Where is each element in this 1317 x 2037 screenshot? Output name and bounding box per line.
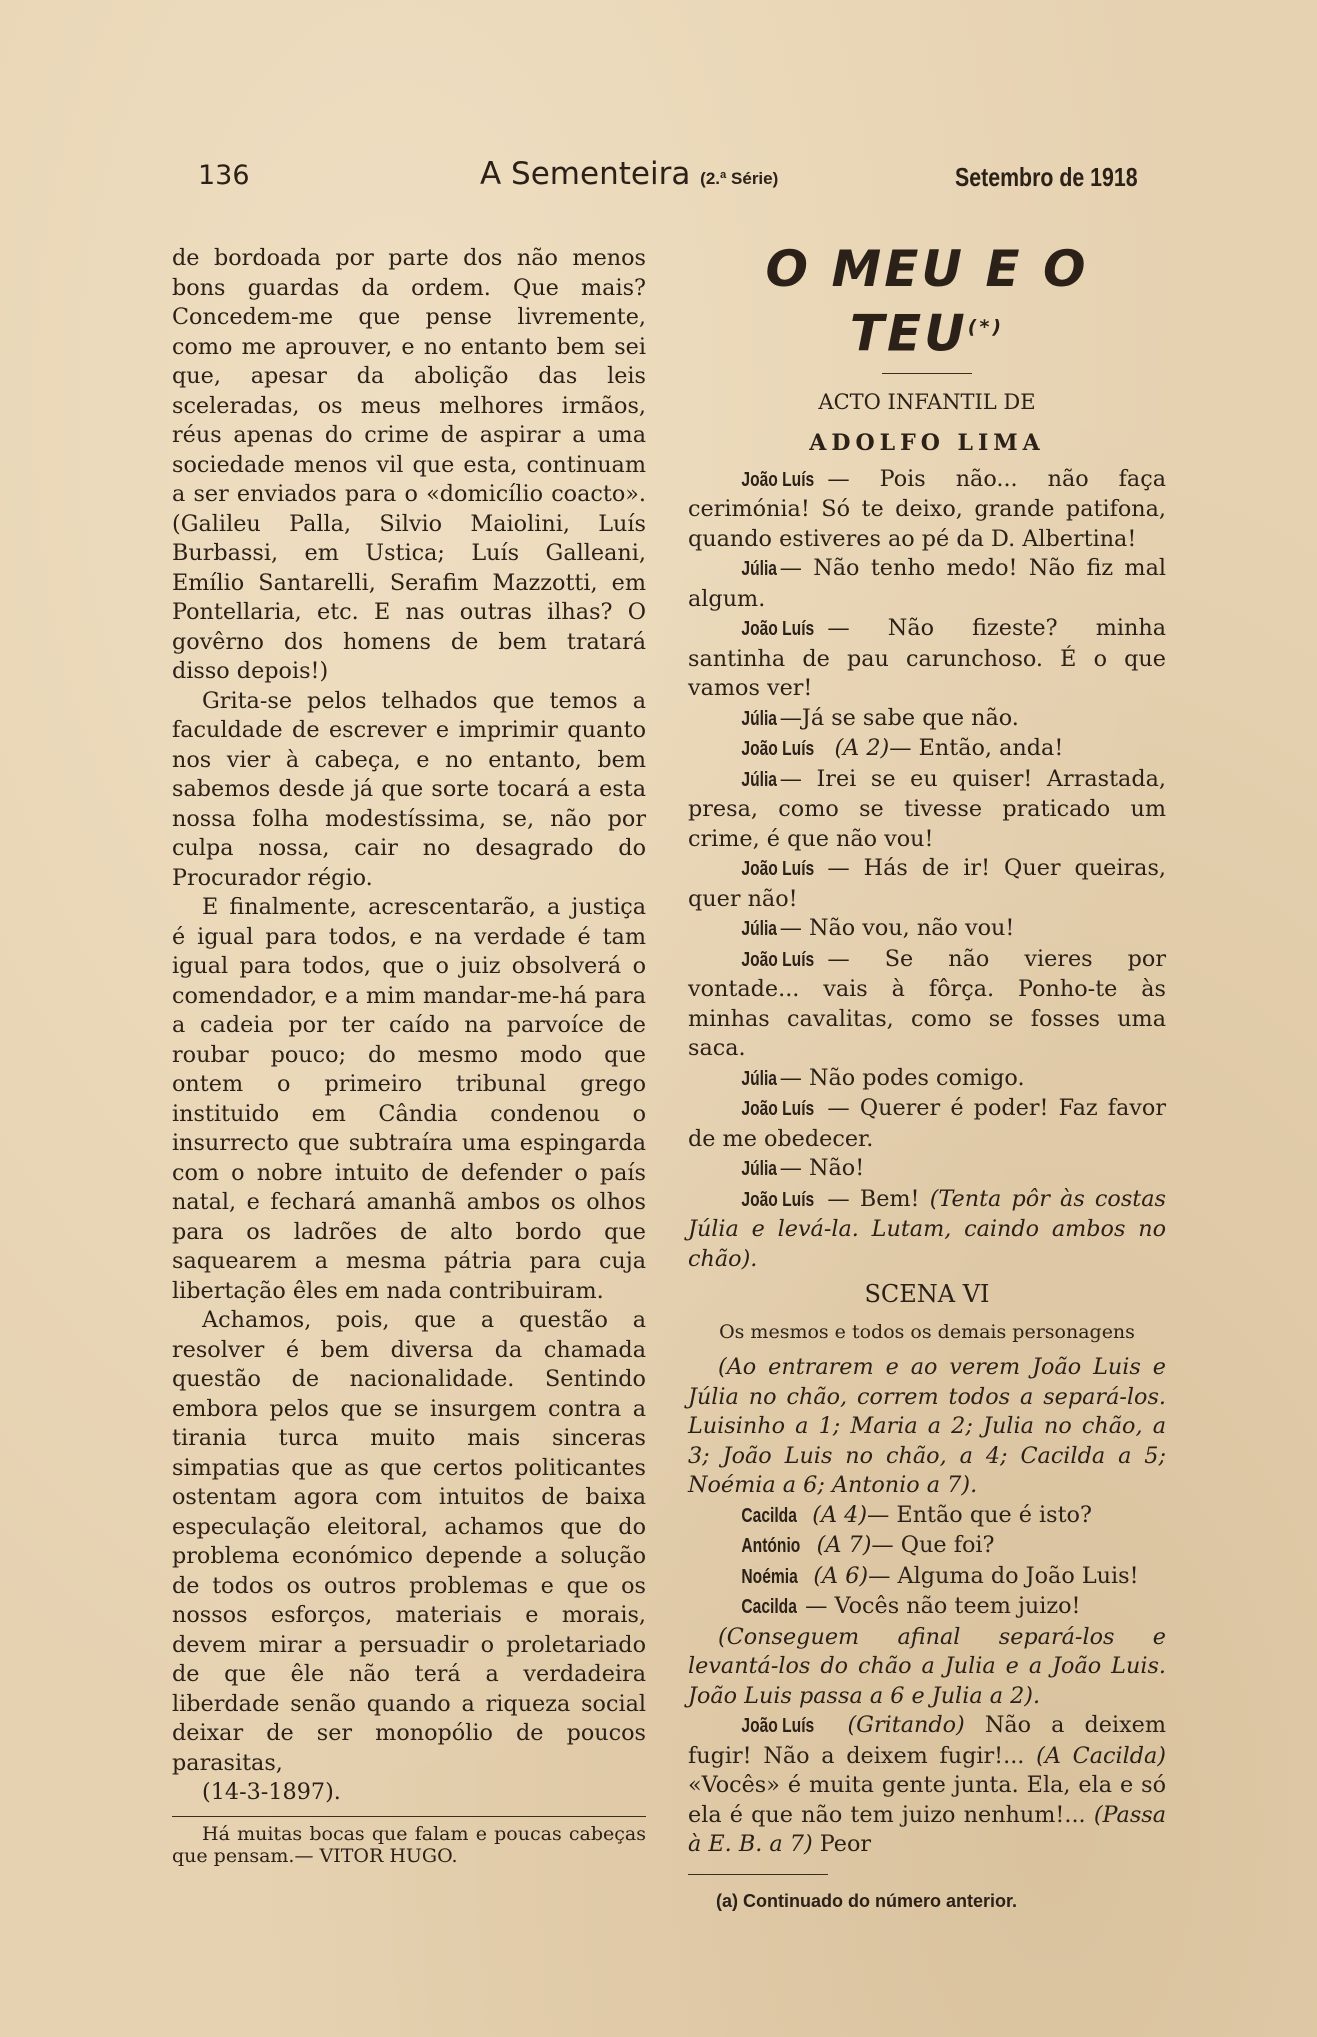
dialogue-line: António (A 7)— Que foi?	[688, 1531, 1166, 1562]
speaker-name: Júlia	[741, 707, 777, 730]
left-paragraph-3: E finalmente, acrescentarão, a justiça é igual para todos, e na verdade é tam igual para todos, que o juiz obsolverá o comendador, e a mim mandar-me-há para a cadeia por ter caído na parvoíce de roubar pouco; do mesmo modo que ontem o primeiro tribunal grego instituido em Cândia condenou o insurrecto que subtraíra uma espingarda com o nobre intuito de defender o país natal, e fechará amanhã ambos os olhos para os ladrões de alto bordo que saquearem a mesma pátria para cuja libertação êles em nada contribuiram.	[172, 894, 646, 1304]
dialogue-line: Cacilda (A 4)— Então que é isto?	[688, 1501, 1166, 1532]
note-divider	[172, 1816, 646, 1817]
left-paragraph-4: Achamos, pois, que a questão a resolver é bem diversa da chamada questão de nacionalidade. Sentindo embora pelos que se insurgem contra a tirania turca muito mais sinceras simpatias que as que certos politicantes ostentam agora com intuitos de baixa especulação eleitoral, achamos que do problema económico depende a solução de todos os outros problemas e que os nossos esforços, materiais e morais, devem mirar a persuadir o proletariado de que êle não terá a verdadeira liberdade senão quando a riqueza social deixar de ser monopólio de poucos parasitas,	[172, 1307, 646, 1776]
title-divider	[882, 373, 972, 374]
speaker-name: João Luís	[741, 1188, 815, 1211]
dialogue-line: Júlia — Não podes comigo.	[688, 1064, 1166, 1095]
stage-direction: (A 7)	[816, 1532, 872, 1559]
stage-direction: (A 4)	[812, 1501, 868, 1528]
page-header	[198, 156, 1138, 200]
page-number: 136	[198, 160, 250, 191]
dialogue-line: João Luís — Querer é poder! Faz favor de me obedecer.	[688, 1095, 1166, 1152]
dialogue-line: Júlia — Irei se eu quiser! Arrastada, presa, como se tivesse praticado um crime, é que não vou!	[688, 765, 1166, 852]
speaker-name: João Luís	[741, 738, 815, 761]
journal-name: A Sementeira	[480, 156, 691, 192]
speaker-name: Júlia	[741, 1067, 777, 1090]
stage-direction: (Tenta pôr às costas Júlia e levá-la. Lutam, caindo ambos no chão).	[688, 1185, 1166, 1272]
stage-direction-paragraph: (Conseguem afinal separá-los e levantá-los do chão a Julia e a João Luis. João Luis passa a 6 e Julia a 2).	[688, 1623, 1166, 1709]
speaker-name: João Luís	[741, 618, 815, 641]
speaker-name: João Luís	[741, 468, 815, 491]
dialogue-line: João Luís — Hás de ir! Quer queiras, quer não!	[688, 855, 1166, 912]
series-label: (2.ª Série)	[700, 169, 779, 188]
footnote-divider	[688, 1874, 828, 1875]
stage-direction: (Passa à E. B. a 7)	[688, 1801, 1167, 1858]
speaker-name: Cacilda	[741, 1504, 797, 1527]
speaker-name: Cacilda	[741, 1596, 797, 1619]
issue-date: Setembro de 1918	[955, 162, 1138, 192]
play-subtitle: ACTO INFANTIL DE	[818, 389, 1036, 414]
stage-direction: (A 2)	[834, 735, 890, 762]
speaker-name: Noémia	[741, 1565, 798, 1588]
play-title-text: O MEU E O TEU	[765, 240, 1089, 363]
dialogue-line: João Luís — Pois não... não faça cerimónia! Só te deixo, grande patifona, quando estiveres ao pé da D. Albertina!	[688, 465, 1166, 552]
speaker-name: Júlia	[741, 918, 777, 941]
dialogue-line: João Luís (A 2)— Então, anda!	[688, 734, 1166, 765]
speaker-name: João Luís	[741, 948, 815, 971]
left-paragraph-1: de bordoada por parte dos não menos bons guardas da ordem. Que mais? Concedem-me que pense livremente, como me aprouver, e no entanto bem sei que, apesar da abolição das leis sceleradas, os meus melhores irmãos, réus apenas do crime de aspirar a uma sociedade menos vil que esta, continuam a ser enviados para o «domicílio coacto». (Galileu Palla, Silvio Maiolini, Luís Burbassi, em Ustica; Luís Galleani, Emílio Santarelli, Serafim Mazzotti, em Pontellaria, etc. E nas outras ilhas? O govêrno dos homens de bem tratará disso depois!)	[172, 245, 646, 684]
left-column	[172, 244, 646, 1867]
quote-note: Há muitas bocas que falam e poucas cabeças que pensam.— VITOR HUGO.	[172, 1822, 646, 1867]
stage-direction: (A 6)	[813, 1562, 869, 1589]
play-author: ADOLFO LIMA	[809, 430, 1045, 457]
journal-title	[480, 156, 778, 192]
speaker-name: João Luís	[741, 1098, 815, 1121]
scene-subtitle: Os mesmos e todos os demais personagens	[719, 1320, 1135, 1343]
dialogue-line: Júlia — Não!	[688, 1154, 1166, 1185]
dialogue-line: João Luís (Gritando) Não a deixem fugir! Não a deixem fugir!... (A Cacilda) «Vocês» é muita gente junta. Ela, ela e só ela é que não tem juizo nenhum!... (Passa à E. B. a 7) Peor	[688, 1712, 1167, 1858]
speaker-name: António	[741, 1535, 801, 1558]
scene-direction: (Ao entrarem e ao verem João Luis e Júlia no chão, correm todos a separá-los. Luisinho a 1; Maria a 2; Julia no chão, a 3; João Luis no chão, a 4; Cacilda a 5; Noémia a 6; Antonio a 7).	[688, 1354, 1166, 1499]
dialogue-line: João Luís — Bem! (Tenta pôr às costas Júlia e levá-la. Lutam, caindo ambos no chão).	[688, 1185, 1166, 1272]
stage-direction: (A Cacilda)	[1036, 1742, 1167, 1769]
speaker-name: Júlia	[741, 558, 777, 581]
dialogue-line: Noémia (A 6)— Alguma do João Luis!	[688, 1562, 1166, 1593]
right-column	[688, 240, 1166, 1916]
play-title	[688, 240, 1166, 363]
scene-title: SCENA VI	[864, 1280, 990, 1309]
footnote: (a) Continuado do número anterior.	[716, 1890, 1017, 1911]
dialogue-line: Cacilda — Vocês não teem juizo!	[688, 1592, 1166, 1623]
speaker-name: João Luís	[741, 858, 815, 881]
dialogue-line: João Luís — Não fizeste? minha santinha de pau carunchoso. É o que vamos ver!	[688, 615, 1166, 702]
left-paragraph-2: Grita-se pelos telhados que temos a faculdade de escrever e imprimir quanto nos vier à cabeça, e no entanto, bem sabemos desde já que sorte tocará a esta nossa folha modestíssima, se, não por culpa nossa, cair no desagrado do Procurador régio.	[172, 687, 646, 891]
dialogue-line: João Luís — Se não vieres por vontade... vais à fôrça. Ponho-te às minhas cavalitas, como se fosses uma saca.	[688, 945, 1166, 1062]
article-date: (14-3-1897).	[202, 1779, 341, 1805]
speaker-name: Júlia	[741, 1158, 777, 1181]
speaker-name: Júlia	[741, 768, 777, 791]
dialogue-line: Júlia — Não vou, não vou!	[688, 914, 1166, 945]
dialogue-line: Júlia — Não tenho medo! Não fiz mal algum.	[688, 555, 1166, 612]
title-footnote-mark: (*)	[967, 316, 1005, 338]
dialogue-line: Júlia —Já se sabe que não.	[688, 704, 1166, 735]
speaker-name: João Luís	[741, 1715, 815, 1738]
stage-direction: (Gritando)	[847, 1712, 965, 1739]
